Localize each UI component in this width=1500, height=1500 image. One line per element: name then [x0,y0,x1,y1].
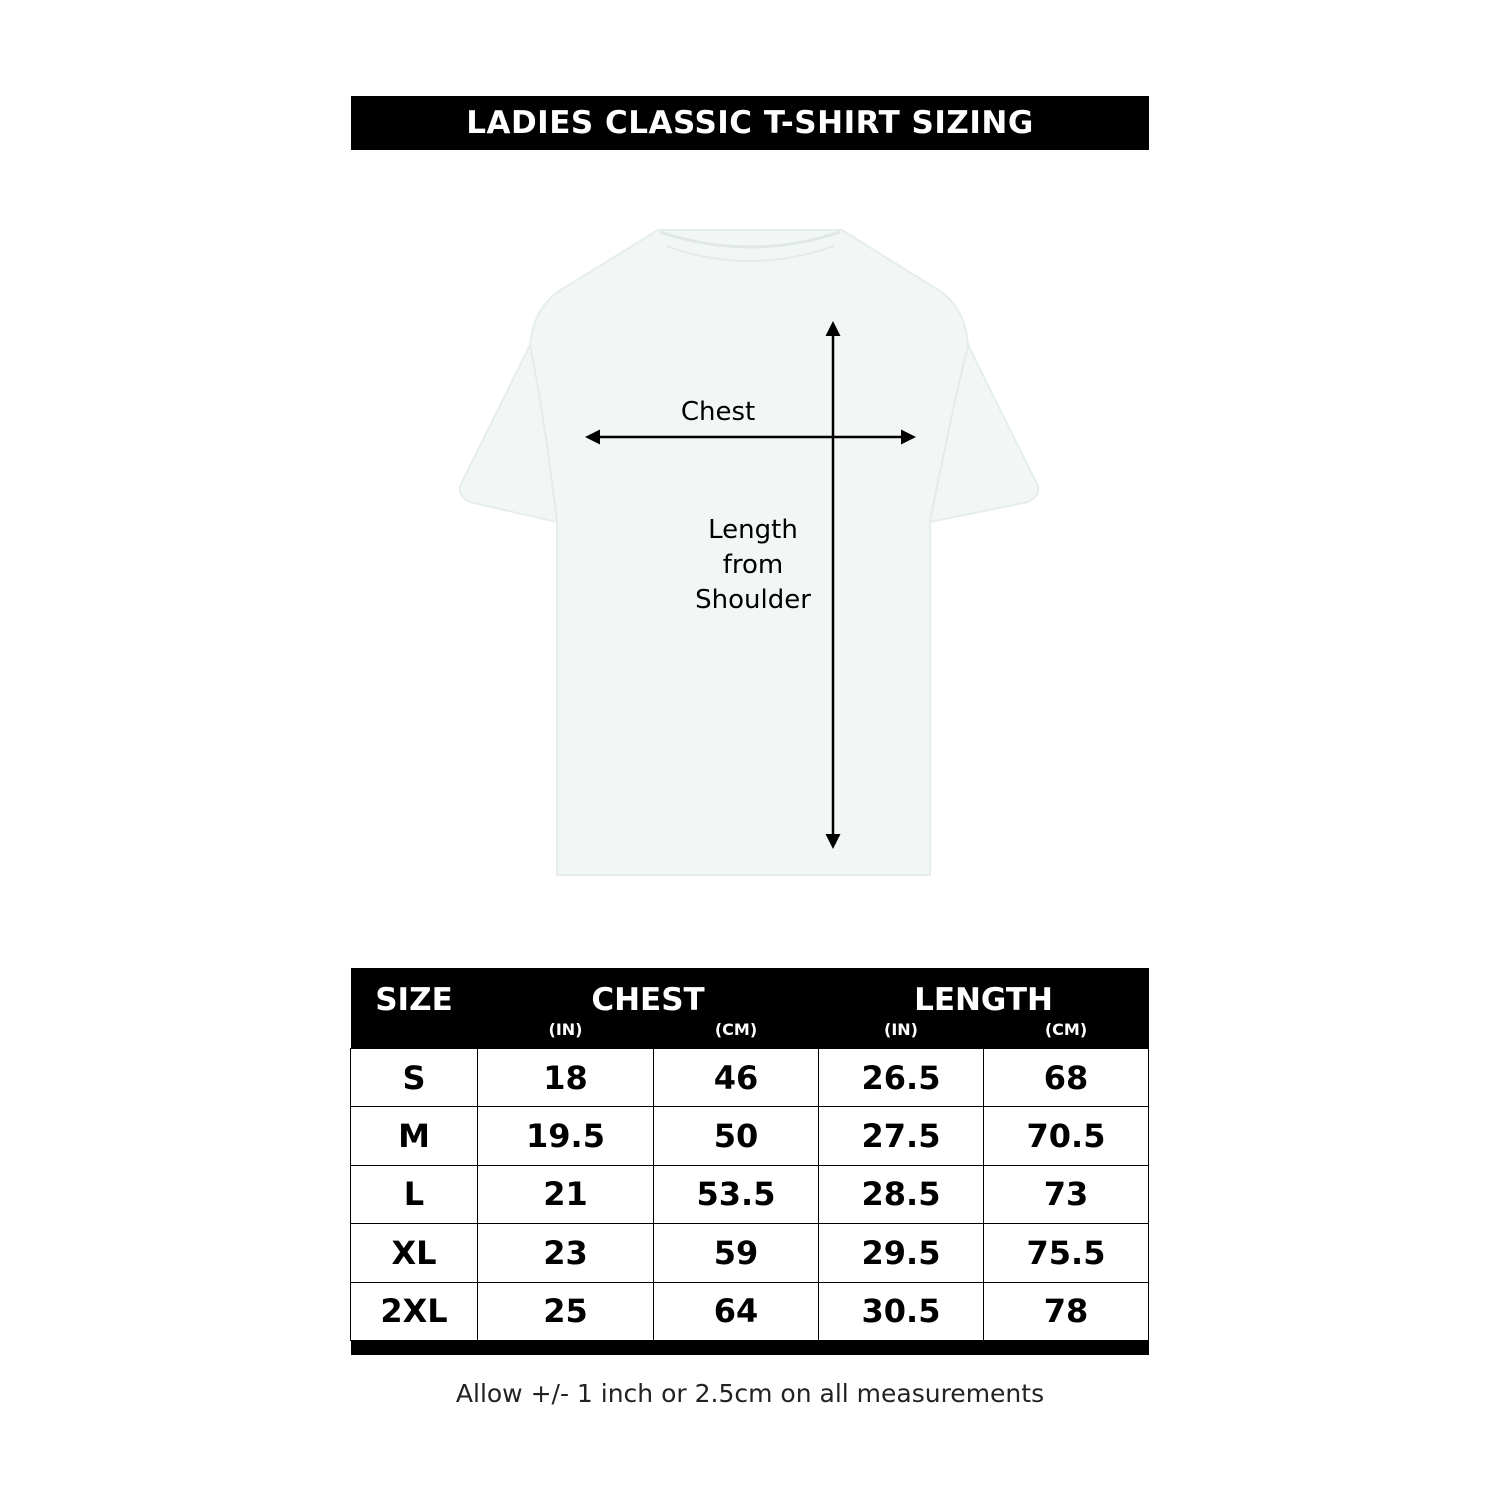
cell-length-in: 29.5 [819,1224,984,1282]
cell-chest-in: 23 [478,1224,654,1282]
length-label-line-1: Length [708,515,798,545]
cell-chest-cm: 53.5 [654,1165,819,1223]
cell-size: L [351,1165,478,1223]
chest-label: Chest [680,397,756,427]
table-footer-bar-cell [351,1341,1149,1356]
cell-chest-in: 21 [478,1165,654,1223]
cell-length-in: 30.5 [819,1282,984,1340]
cell-size: XL [351,1224,478,1282]
table-header-row [351,968,1149,1020]
header-length-cm: (CM) [984,1020,1149,1049]
cell-length-cm: 75.5 [984,1224,1149,1282]
cell-chest-in: 18 [478,1049,654,1107]
table-row [351,1107,1149,1165]
cell-length-in: 28.5 [819,1165,984,1223]
header-size-unit [351,1020,478,1049]
page-title: LADIES CLASSIC T-SHIRT SIZING [351,96,1149,150]
table-row [351,1282,1149,1340]
header-chest-in: (IN) [478,1020,654,1049]
cell-chest-in: 25 [478,1282,654,1340]
length-label-line-2: from [722,550,784,580]
cell-chest-in: 19.5 [478,1107,654,1165]
cell-size: S [351,1049,478,1107]
cell-chest-cm: 64 [654,1282,819,1340]
cell-length-in: 26.5 [819,1049,984,1107]
cell-length-cm: 68 [984,1049,1149,1107]
cell-length-cm: 73 [984,1165,1149,1223]
header-length: LENGTH [819,968,1149,1020]
cell-chest-cm: 50 [654,1107,819,1165]
cell-chest-cm: 59 [654,1224,819,1282]
table-row [351,1049,1149,1107]
cell-length-cm: 70.5 [984,1107,1149,1165]
cell-length-cm: 78 [984,1282,1149,1340]
header-chest-cm: (CM) [654,1020,819,1049]
table-unit-row [351,1020,1149,1049]
header-size: SIZE [351,968,478,1020]
table-footer-bar [351,1341,1149,1356]
cell-size: 2XL [351,1282,478,1340]
table-row [351,1224,1149,1282]
length-label-line-3: Shoulder [695,585,811,615]
cell-size: M [351,1107,478,1165]
size-chart-table [350,968,1149,1355]
cell-length-in: 27.5 [819,1107,984,1165]
header-chest: CHEST [478,968,819,1020]
table-row [351,1165,1149,1223]
cell-chest-cm: 46 [654,1049,819,1107]
measurement-note: Allow +/- 1 inch or 2.5cm on all measurements [455,1379,1045,1408]
header-length-in: (IN) [819,1020,984,1049]
